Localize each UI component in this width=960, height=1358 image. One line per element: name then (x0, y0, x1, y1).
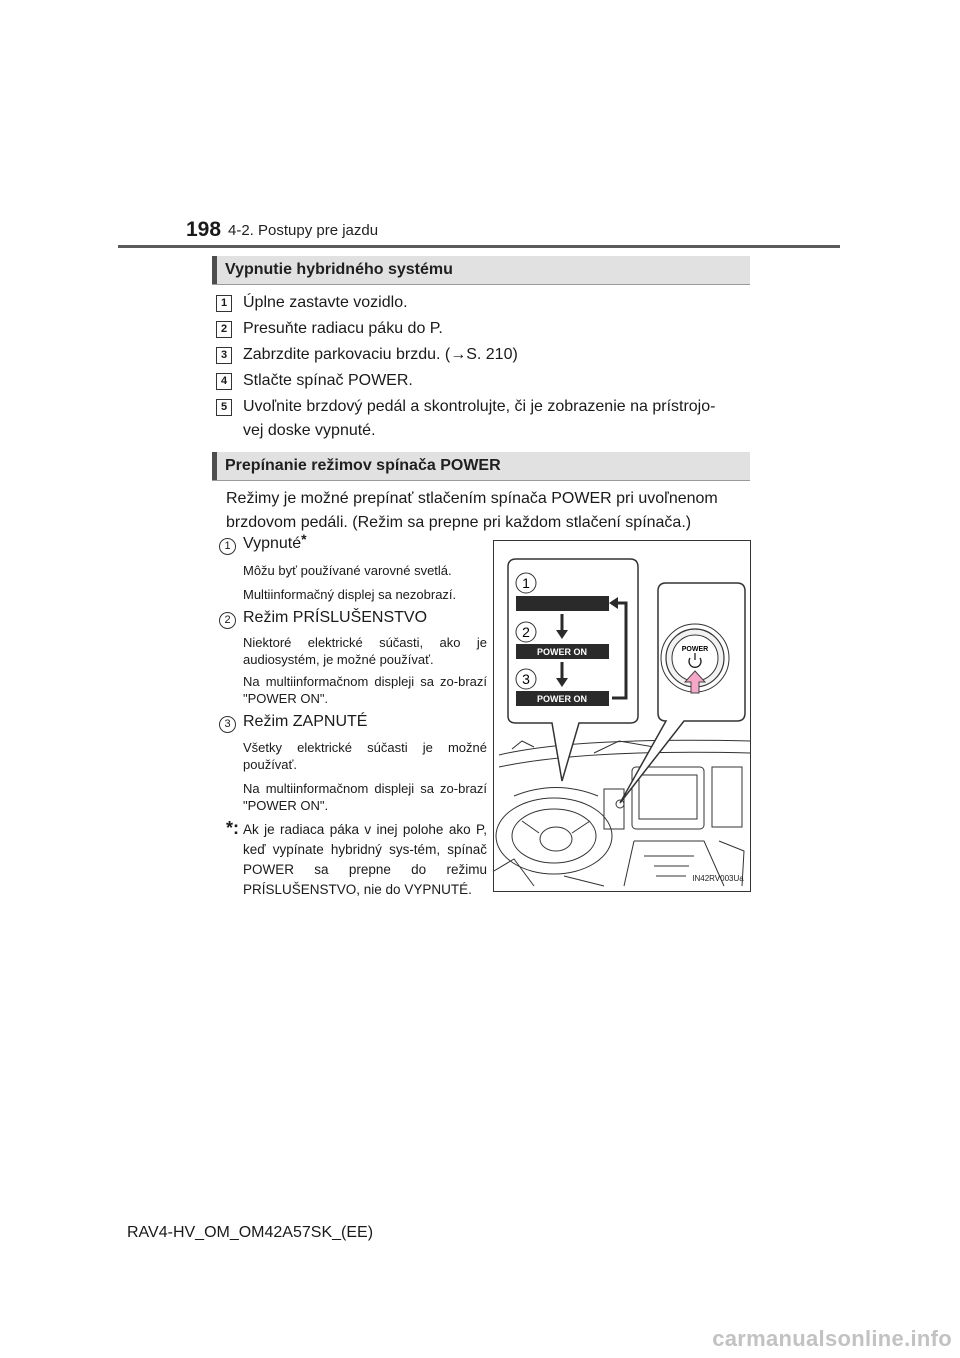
step-text-3: Zabrzdite parkovaciu brzdu. (→S. 210) (243, 346, 518, 363)
document-code-footer: RAV4-HV_OM_OM42A57SK_(EE) (127, 1224, 374, 1241)
step-badge-1: 1 (216, 295, 232, 312)
mode-3-desc-1: Všetky elektrické súčasti je možné používať. (243, 740, 487, 772)
mode-2-desc-1: Niektoré elektrické súčasti, ako je audiosystém, je možné používať. (243, 635, 487, 667)
step-text-2: Presuňte radiacu páku do P. (243, 320, 443, 337)
mode-1-desc-2: Multiinformačný displej sa nezobrazí. (243, 587, 457, 602)
section-heading-power-modes (212, 452, 750, 481)
dashboard-illustration (494, 740, 750, 886)
mode-title-2: Režim PRÍSLUŠENSTVO (243, 609, 428, 626)
note-marker: *: (226, 818, 239, 838)
callout-number-1: 1 (522, 575, 530, 591)
mode-3-desc-2: Na multiinformačnom displeji sa zo-brazí "POWER ON". (243, 781, 487, 813)
display-label-2: POWER ON (536, 647, 588, 657)
intro-line-1: Režimy je možné prepínať stlačením spínača POWER pri uvoľnenom (226, 490, 718, 507)
intro-line-2: brzdovom pedáli. (Režim sa prepne pri každom stlačení spínača.) (226, 514, 692, 531)
heading-bar (212, 452, 217, 480)
watermark: carmanualsonline.info (712, 1326, 952, 1351)
step-badge-4: 4 (216, 373, 232, 390)
display-off-bar (516, 596, 609, 611)
footnote-star: * (301, 531, 307, 547)
mode-number-3: 3 (219, 716, 236, 733)
page-number: 198 (186, 218, 222, 241)
mode-title-text: Vypnuté (243, 535, 302, 552)
section-title: Prepínanie režimov spínača POWER (225, 457, 501, 474)
mode-1-desc-1: Môžu byť používané varovné svetlá. (243, 563, 452, 578)
power-switch-figure (493, 540, 751, 892)
step-badge-3: 3 (216, 347, 232, 364)
chapter-title: 4-2. Postupy pre jazdu (228, 222, 379, 239)
step-text-5-line2: vej doske vypnuté. (243, 422, 376, 439)
callout-marker-3 (516, 669, 536, 689)
step-text-1: Úplne zastavte vozidlo. (243, 294, 408, 311)
step-badge-2: 2 (216, 321, 232, 338)
power-button-label: POWER (681, 646, 709, 653)
mode-number-1: 1 (219, 538, 236, 555)
mode-number-2: 2 (219, 612, 236, 629)
callout-number-3: 3 (522, 671, 530, 687)
section-heading-shutdown (212, 256, 750, 285)
figure-illustration (494, 541, 750, 891)
heading-bar (212, 256, 217, 284)
callout-marker-1 (516, 573, 536, 593)
display-label-3: POWER ON (536, 694, 588, 704)
note-text: Ak je radiaca páka v inej polohe ako P, keď vypínate hybridný sys-tém, spínač POWER sa prepne do režimu PRÍSLUŠENSTVO, nie do VYPNUTÉ. (243, 822, 487, 897)
callout-number-2: 2 (522, 624, 530, 640)
figure-code: IN42RV003Ua (692, 874, 744, 883)
step-badge-5: 5 (216, 399, 232, 416)
section-title: Vypnutie hybridného systému (225, 261, 453, 278)
header-divider (118, 245, 840, 248)
callout-marker-2 (516, 622, 536, 642)
step-text-4: Stlačte spínač POWER. (243, 372, 413, 389)
step-text-5-line1: Uvoľnite brzdový pedál a skontrolujte, či je zobrazenie na prístrojo- (243, 398, 716, 415)
mode-title-1 (243, 531, 307, 553)
mode-2-desc-2: Na multiinformačnom displeji sa zo-brazí "POWER ON". (243, 674, 487, 706)
mode-title-3: Režim ZAPNUTÉ (243, 713, 368, 730)
